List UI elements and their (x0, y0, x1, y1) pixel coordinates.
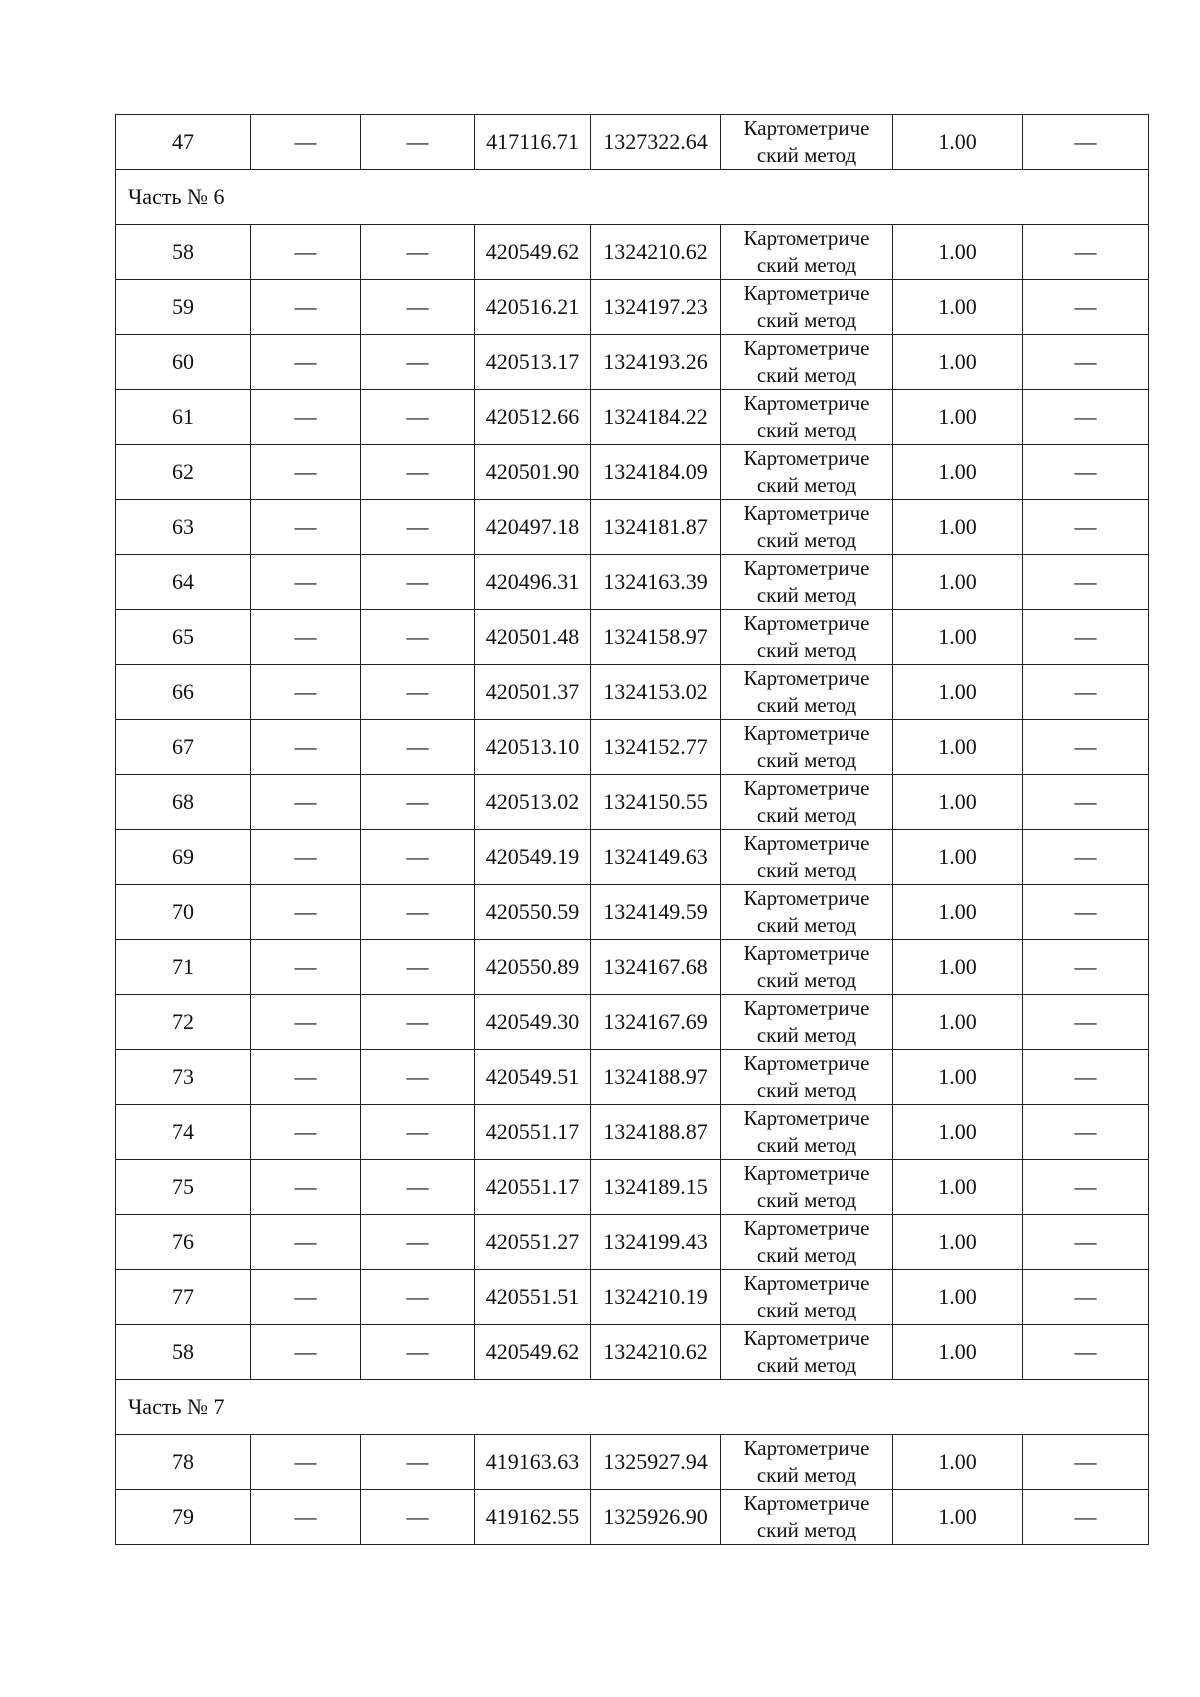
point-number-cell: 71 (116, 940, 251, 995)
y-coordinate-cell: 1325927.94 (591, 1435, 721, 1490)
accuracy-cell: 1.00 (893, 390, 1023, 445)
empty-cell: — (361, 1325, 475, 1380)
table-body (116, 115, 1149, 1545)
empty-cell: — (251, 555, 361, 610)
y-coordinate-cell: 1327322.64 (591, 115, 721, 170)
empty-cell: — (251, 610, 361, 665)
accuracy-cell: 1.00 (893, 1160, 1023, 1215)
accuracy-cell: 1.00 (893, 335, 1023, 390)
section-label: Часть № 6 (116, 170, 1149, 225)
point-number-cell: 59 (116, 280, 251, 335)
x-coordinate-cell: 420497.18 (475, 500, 591, 555)
y-coordinate-cell: 1324149.59 (591, 885, 721, 940)
table-row (116, 280, 1149, 335)
x-coordinate-cell: 420551.51 (475, 1270, 591, 1325)
empty-cell: — (361, 1215, 475, 1270)
empty-cell: — (1023, 335, 1149, 390)
empty-cell: — (361, 665, 475, 720)
table-row (116, 1490, 1149, 1545)
y-coordinate-cell: 1324210.19 (591, 1270, 721, 1325)
empty-cell: — (251, 1215, 361, 1270)
empty-cell: — (361, 390, 475, 445)
x-coordinate-cell: 419163.63 (475, 1435, 591, 1490)
empty-cell: — (251, 1160, 361, 1215)
accuracy-cell: 1.00 (893, 610, 1023, 665)
empty-cell: — (361, 1105, 475, 1160)
empty-cell: — (361, 885, 475, 940)
y-coordinate-cell: 1324184.22 (591, 390, 721, 445)
x-coordinate-cell: 420549.51 (475, 1050, 591, 1105)
y-coordinate-cell: 1324149.63 (591, 830, 721, 885)
method-cell: Картометриче ский метод (721, 225, 893, 280)
method-cell: Картометриче ский метод (721, 665, 893, 720)
point-number-cell: 73 (116, 1050, 251, 1105)
empty-cell: — (251, 1435, 361, 1490)
accuracy-cell: 1.00 (893, 1270, 1023, 1325)
point-number-cell: 70 (116, 885, 251, 940)
point-number-cell: 68 (116, 775, 251, 830)
accuracy-cell: 1.00 (893, 1325, 1023, 1380)
method-cell: Картометриче ский метод (721, 1435, 893, 1490)
accuracy-cell: 1.00 (893, 555, 1023, 610)
x-coordinate-cell: 420501.37 (475, 665, 591, 720)
empty-cell: — (1023, 1050, 1149, 1105)
empty-cell: — (1023, 1490, 1149, 1545)
empty-cell: — (1023, 830, 1149, 885)
method-cell: Картометриче ский метод (721, 280, 893, 335)
point-number-cell: 76 (116, 1215, 251, 1270)
empty-cell: — (1023, 665, 1149, 720)
section-row (116, 170, 1149, 225)
table-row (116, 720, 1149, 775)
point-number-cell: 77 (116, 1270, 251, 1325)
empty-cell: — (251, 225, 361, 280)
table-row (116, 610, 1149, 665)
empty-cell: — (1023, 775, 1149, 830)
empty-cell: — (251, 665, 361, 720)
accuracy-cell: 1.00 (893, 720, 1023, 775)
empty-cell: — (361, 720, 475, 775)
method-cell: Картометриче ский метод (721, 1270, 893, 1325)
accuracy-cell: 1.00 (893, 775, 1023, 830)
empty-cell: — (361, 225, 475, 280)
empty-cell: — (251, 775, 361, 830)
point-number-cell: 47 (116, 115, 251, 170)
method-cell: Картометриче ский метод (721, 390, 893, 445)
point-number-cell: 78 (116, 1435, 251, 1490)
table-row (116, 555, 1149, 610)
table-row (116, 1435, 1149, 1490)
table-row (116, 775, 1149, 830)
empty-cell: — (361, 1490, 475, 1545)
table-row (116, 500, 1149, 555)
empty-cell: — (361, 1435, 475, 1490)
table-row (116, 115, 1149, 170)
x-coordinate-cell: 420513.10 (475, 720, 591, 775)
empty-cell: — (251, 390, 361, 445)
x-coordinate-cell: 420549.62 (475, 1325, 591, 1380)
empty-cell: — (251, 940, 361, 995)
accuracy-cell: 1.00 (893, 830, 1023, 885)
table-row (116, 1215, 1149, 1270)
y-coordinate-cell: 1324193.26 (591, 335, 721, 390)
table-row (116, 885, 1149, 940)
empty-cell: — (251, 115, 361, 170)
accuracy-cell: 1.00 (893, 500, 1023, 555)
y-coordinate-cell: 1324197.23 (591, 280, 721, 335)
empty-cell: — (1023, 445, 1149, 500)
y-coordinate-cell: 1324184.09 (591, 445, 721, 500)
empty-cell: — (361, 555, 475, 610)
empty-cell: — (361, 830, 475, 885)
y-coordinate-cell: 1324150.55 (591, 775, 721, 830)
point-number-cell: 72 (116, 995, 251, 1050)
accuracy-cell: 1.00 (893, 280, 1023, 335)
empty-cell: — (251, 280, 361, 335)
x-coordinate-cell: 420549.62 (475, 225, 591, 280)
y-coordinate-cell: 1324210.62 (591, 225, 721, 280)
y-coordinate-cell: 1324188.87 (591, 1105, 721, 1160)
accuracy-cell: 1.00 (893, 445, 1023, 500)
empty-cell: — (361, 280, 475, 335)
x-coordinate-cell: 420549.19 (475, 830, 591, 885)
coordinates-table (115, 114, 1149, 1545)
y-coordinate-cell: 1324188.97 (591, 1050, 721, 1105)
table-row (116, 1050, 1149, 1105)
x-coordinate-cell: 420512.66 (475, 390, 591, 445)
point-number-cell: 63 (116, 500, 251, 555)
empty-cell: — (361, 1160, 475, 1215)
section-row (116, 1380, 1149, 1435)
point-number-cell: 66 (116, 665, 251, 720)
empty-cell: — (251, 1050, 361, 1105)
x-coordinate-cell: 419162.55 (475, 1490, 591, 1545)
accuracy-cell: 1.00 (893, 665, 1023, 720)
method-cell: Картометриче ский метод (721, 335, 893, 390)
point-number-cell: 61 (116, 390, 251, 445)
empty-cell: — (251, 445, 361, 500)
table-row (116, 1160, 1149, 1215)
point-number-cell: 64 (116, 555, 251, 610)
empty-cell: — (251, 1325, 361, 1380)
accuracy-cell: 1.00 (893, 1435, 1023, 1490)
empty-cell: — (1023, 1105, 1149, 1160)
table-row (116, 335, 1149, 390)
x-coordinate-cell: 420516.21 (475, 280, 591, 335)
empty-cell: — (1023, 225, 1149, 280)
empty-cell: — (361, 1270, 475, 1325)
empty-cell: — (361, 335, 475, 390)
y-coordinate-cell: 1324153.02 (591, 665, 721, 720)
accuracy-cell: 1.00 (893, 1105, 1023, 1160)
point-number-cell: 60 (116, 335, 251, 390)
x-coordinate-cell: 417116.71 (475, 115, 591, 170)
x-coordinate-cell: 420549.30 (475, 995, 591, 1050)
point-number-cell: 79 (116, 1490, 251, 1545)
method-cell: Картометриче ский метод (721, 1160, 893, 1215)
x-coordinate-cell: 420550.59 (475, 885, 591, 940)
x-coordinate-cell: 420501.48 (475, 610, 591, 665)
empty-cell: — (1023, 1325, 1149, 1380)
y-coordinate-cell: 1324167.68 (591, 940, 721, 995)
empty-cell: — (361, 445, 475, 500)
accuracy-cell: 1.00 (893, 225, 1023, 280)
accuracy-cell: 1.00 (893, 885, 1023, 940)
point-number-cell: 67 (116, 720, 251, 775)
table-row (116, 1105, 1149, 1160)
empty-cell: — (1023, 1435, 1149, 1490)
y-coordinate-cell: 1324189.15 (591, 1160, 721, 1215)
y-coordinate-cell: 1324181.87 (591, 500, 721, 555)
method-cell: Картометриче ский метод (721, 775, 893, 830)
accuracy-cell: 1.00 (893, 115, 1023, 170)
method-cell: Картометриче ский метод (721, 940, 893, 995)
table-row (116, 445, 1149, 500)
method-cell: Картометриче ский метод (721, 500, 893, 555)
table-row (116, 665, 1149, 720)
empty-cell: — (361, 940, 475, 995)
x-coordinate-cell: 420496.31 (475, 555, 591, 610)
y-coordinate-cell: 1324152.77 (591, 720, 721, 775)
table-row (116, 830, 1149, 885)
empty-cell: — (251, 720, 361, 775)
empty-cell: — (251, 500, 361, 555)
x-coordinate-cell: 420551.17 (475, 1160, 591, 1215)
x-coordinate-cell: 420551.17 (475, 1105, 591, 1160)
empty-cell: — (251, 1490, 361, 1545)
empty-cell: — (361, 995, 475, 1050)
empty-cell: — (1023, 995, 1149, 1050)
point-number-cell: 62 (116, 445, 251, 500)
accuracy-cell: 1.00 (893, 940, 1023, 995)
empty-cell: — (251, 885, 361, 940)
empty-cell: — (1023, 1215, 1149, 1270)
empty-cell: — (361, 1050, 475, 1105)
method-cell: Картометриче ский метод (721, 1105, 893, 1160)
x-coordinate-cell: 420550.89 (475, 940, 591, 995)
method-cell: Картометриче ский метод (721, 995, 893, 1050)
method-cell: Картометриче ский метод (721, 1050, 893, 1105)
y-coordinate-cell: 1324163.39 (591, 555, 721, 610)
empty-cell: — (1023, 500, 1149, 555)
point-number-cell: 75 (116, 1160, 251, 1215)
table-row (116, 1325, 1149, 1380)
method-cell: Картометриче ский метод (721, 1325, 893, 1380)
empty-cell: — (1023, 390, 1149, 445)
empty-cell: — (251, 1270, 361, 1325)
table-row (116, 995, 1149, 1050)
table-row (116, 1270, 1149, 1325)
accuracy-cell: 1.00 (893, 995, 1023, 1050)
empty-cell: — (1023, 1270, 1149, 1325)
empty-cell: — (361, 500, 475, 555)
method-cell: Картометриче ский метод (721, 115, 893, 170)
method-cell: Картометриче ский метод (721, 555, 893, 610)
empty-cell: — (1023, 885, 1149, 940)
point-number-cell: 69 (116, 830, 251, 885)
y-coordinate-cell: 1324199.43 (591, 1215, 721, 1270)
method-cell: Картометриче ский метод (721, 1215, 893, 1270)
point-number-cell: 58 (116, 225, 251, 280)
empty-cell: — (1023, 720, 1149, 775)
empty-cell: — (1023, 280, 1149, 335)
y-coordinate-cell: 1324167.69 (591, 995, 721, 1050)
method-cell: Картометриче ский метод (721, 610, 893, 665)
method-cell: Картометриче ский метод (721, 885, 893, 940)
x-coordinate-cell: 420551.27 (475, 1215, 591, 1270)
y-coordinate-cell: 1324158.97 (591, 610, 721, 665)
x-coordinate-cell: 420501.90 (475, 445, 591, 500)
table-row (116, 390, 1149, 445)
empty-cell: — (1023, 1160, 1149, 1215)
empty-cell: — (1023, 555, 1149, 610)
accuracy-cell: 1.00 (893, 1490, 1023, 1545)
y-coordinate-cell: 1325926.90 (591, 1490, 721, 1545)
empty-cell: — (361, 775, 475, 830)
x-coordinate-cell: 420513.02 (475, 775, 591, 830)
table-row (116, 225, 1149, 280)
empty-cell: — (251, 335, 361, 390)
point-number-cell: 58 (116, 1325, 251, 1380)
method-cell: Картометриче ский метод (721, 720, 893, 775)
table-row (116, 940, 1149, 995)
method-cell: Картометриче ский метод (721, 830, 893, 885)
x-coordinate-cell: 420513.17 (475, 335, 591, 390)
empty-cell: — (251, 995, 361, 1050)
point-number-cell: 65 (116, 610, 251, 665)
method-cell: Картометриче ский метод (721, 1490, 893, 1545)
empty-cell: — (361, 115, 475, 170)
method-cell: Картометриче ский метод (721, 445, 893, 500)
empty-cell: — (361, 610, 475, 665)
empty-cell: — (251, 1105, 361, 1160)
empty-cell: — (1023, 940, 1149, 995)
accuracy-cell: 1.00 (893, 1215, 1023, 1270)
section-label: Часть № 7 (116, 1380, 1149, 1435)
empty-cell: — (1023, 115, 1149, 170)
accuracy-cell: 1.00 (893, 1050, 1023, 1105)
point-number-cell: 74 (116, 1105, 251, 1160)
empty-cell: — (1023, 610, 1149, 665)
y-coordinate-cell: 1324210.62 (591, 1325, 721, 1380)
empty-cell: — (251, 830, 361, 885)
